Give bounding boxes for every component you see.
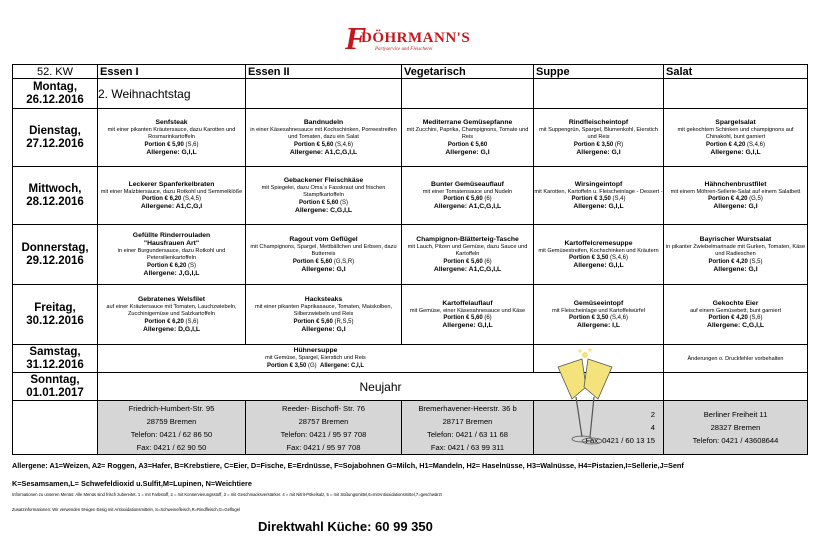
dish-name: Champignon-Blätterteig-Tasche <box>416 236 519 244</box>
dish-allergens: Allergene: G,I,L <box>146 148 197 156</box>
day-row-tuesday <box>13 109 808 167</box>
dish-price: Portion € 5,60 <box>447 141 488 148</box>
dish-cell <box>246 109 402 167</box>
dish-cell <box>534 167 664 225</box>
dish-desc: auf einem Gemüsebett, bunt garniert <box>689 307 782 314</box>
dish-desc: mit Suppengrün, Spargel, Blumenkohl, Eierstich und Reis <box>539 127 658 141</box>
dish-allergens: Allergene: A1,C,G,I,L <box>433 265 502 273</box>
dish-cell <box>664 285 808 345</box>
dish-allergens: Allergene: G,I,L <box>710 148 761 156</box>
dish-allergens: Allergene: G,I <box>301 265 346 273</box>
day-name: Mittwoch, <box>28 182 82 195</box>
dish-cell <box>534 109 664 167</box>
dish-price: Portion € 4,20 (S,5) <box>708 258 763 265</box>
dish-price: Portion € 5,60 (6) <box>443 195 492 202</box>
dish-name: Bayrischer Wurstsalat <box>699 236 772 244</box>
day-date: 29.12.2016 <box>26 254 84 267</box>
allergen-legend: Allergene: A1=Weizen, A2= Roggen, A3=Hafer, B=Krebstiere, C=Eier, D=Fische, E=Erdnüsse, F=Sojabohnen G=Milch, H1=Mandeln, H2= Haselnüsse, H3=Walnüsse, H4=Pistazien,I=Sellerie,J=Senf <box>12 461 684 470</box>
dish-cell <box>98 109 246 167</box>
dish-cell <box>98 285 246 345</box>
dish-name: Ragout vom Geflügel <box>289 236 358 244</box>
week-label: 52. KW <box>13 65 98 79</box>
empty-cell <box>664 79 808 109</box>
dish-name: Rindfleischeintopf <box>568 119 629 127</box>
branch-cell: Bremerhavener-Heerstr. 36 b 28717 Bremen Telefon: 0421 / 63 11 68 Fax: 0421 / 63 99 311 <box>402 401 534 455</box>
dish-desc: mit Karotten, Kartoffeln u. Fleischeinlage - Dessert - <box>534 188 663 195</box>
dish-price: Portion € 4,20 (G,5) <box>708 195 763 202</box>
dish-allergens: Allergene: J,G,I,L <box>143 269 200 277</box>
dish-desc: mit Gemüse, einer Käsesahnesauce und Käse <box>409 307 526 314</box>
day-row-wednesday <box>13 167 808 225</box>
dish-allergens: Allergene: C,G,I,L <box>706 322 765 330</box>
empty-cell <box>13 401 98 455</box>
empty-cell <box>402 79 534 109</box>
empty-cell <box>246 79 402 109</box>
dish-name: Kartoffelcremesuppe <box>564 239 633 247</box>
column-header: Essen I <box>98 65 246 79</box>
dish-allergens: Allergene: A1,C,G,I <box>140 203 203 211</box>
dish-name: Gebackener Fleischkäse <box>283 177 364 185</box>
branches-row <box>13 401 808 455</box>
dish-price: Portion € 4,20 (S,4,6) <box>705 141 766 148</box>
dish-desc: mit Gemüsestreifen, Kochschinken und Kräutern <box>538 247 659 254</box>
day-cell <box>13 225 98 285</box>
dish-name: Hähnchenbrustfilet <box>704 180 767 188</box>
dish-allergens: Allergene: G,I <box>713 203 758 211</box>
dish-name: Mediterrane Gemüsepfanne <box>422 119 513 127</box>
header-row <box>13 65 808 79</box>
dish-desc: mit Gemüse, Spargel, Eierstich und Reis <box>265 355 366 362</box>
day-row-monday <box>13 79 808 109</box>
holiday-cell: Neujahr <box>98 373 664 401</box>
menu-table <box>12 64 808 455</box>
champagne-glasses-icon <box>552 347 618 457</box>
column-header: Vegetarisch <box>402 65 534 79</box>
dish-desc: mit Champignons, Spargel, Mettbällchen und Erbsen, dazu Butterreis <box>250 244 397 258</box>
day-cell <box>13 373 98 401</box>
dish-desc: mit einer Tomatensauce und Nudeln <box>422 188 513 195</box>
day-cell <box>13 79 98 109</box>
dish-price: Portion € 4,20 (S,6) <box>708 314 763 321</box>
day-row-friday <box>13 285 808 345</box>
day-row-thursday <box>13 225 808 285</box>
day-name: Samstag, <box>29 345 81 358</box>
dish-price: Portion € 5,60 (R,S,5) <box>293 318 354 325</box>
dish-name: Kartoffelauflauf <box>442 299 493 307</box>
dish-desc: mit Lauch, Pilzen und Gemüse, dazu Sauce und Kartoffeln <box>407 244 528 258</box>
branch-cell: 2 4 Fax: 0421 / 60 13 15 <box>534 401 664 455</box>
dish-allergens: Allergene: G,I,L <box>442 322 493 330</box>
kitchen-phone: Direktwahl Küche: 60 99 350 <box>258 519 433 534</box>
dish-name: Bandnudeln <box>303 119 344 127</box>
dish-allergens: Allergene: C,G,I,L <box>294 206 353 214</box>
dish-cell <box>664 225 808 285</box>
logo-mark: F <box>345 20 367 56</box>
day-row-saturday <box>13 345 808 373</box>
dish-name: Spargelsalat <box>715 119 756 127</box>
day-date: 28.12.2016 <box>26 195 84 208</box>
dish-cell <box>402 109 534 167</box>
dish-cell <box>534 285 664 345</box>
dish-desc: mit einer pikanten Paprikasauce, Tomaten, Maiskolben, Silberzwiebeln und Reis <box>254 304 393 318</box>
dish-cell <box>246 225 402 285</box>
dish-cell <box>402 225 534 285</box>
dish-allergens: Allergene: A1,C,G,I,L <box>289 148 358 156</box>
disclaimer-note: Änderungen o. Druckfehler vorbehalten <box>664 345 808 373</box>
dish-cell <box>534 225 664 285</box>
empty-cell <box>534 79 664 109</box>
column-header: Suppe <box>534 65 664 79</box>
dish-desc: mit einem Möhren-Sellerie-Salat auf einem Salatbett <box>670 188 801 195</box>
dish-price: Portion € 3,50 (S,4) <box>571 195 626 202</box>
dish-name: Gebratenes Welsfilet <box>137 296 206 304</box>
extra-note: Zusatzinformationen: Wir verwenden 5%igen Essig mit Antioxidationsmitteln, S=Schweinefleisch,R=Rindfleisch,G=Geflügel <box>12 507 240 512</box>
dish-price: Portion € 5,60 (6) <box>443 258 492 265</box>
day-date: 30.12.2016 <box>26 314 84 327</box>
dish-cell <box>402 285 534 345</box>
dish-allergens: Allergene: G,I <box>445 148 490 156</box>
column-header: Essen II <box>246 65 402 79</box>
dish-name: Senfsteak <box>155 119 188 127</box>
dish-price: Portion € 5,90 (S,6) <box>144 141 199 148</box>
dish-price: Portion € 5,60 (S,4,6) <box>293 141 354 148</box>
dish-price: Portion € 5,60 (6) <box>443 314 492 321</box>
info-note: Informationen zu unseren Menüs: Alle Menüs sind frisch zubereitet. 1 = mit Farbstoff, 2 = mit Konservierungsstoff, 3 = mit Geschmacksverstärker. 4 = mit Nitrit-Pökelsalz, 5 = mit Süßungsmittel,6=mitAntioxidationsmittel,7=geschwärzt <box>12 492 442 497</box>
day-name: Montag, <box>32 80 78 93</box>
dish-cell <box>246 285 402 345</box>
day-date: 01.01.2017 <box>26 386 84 399</box>
dish-price: Portion € 3,50 (R) <box>573 141 624 148</box>
dish-cell <box>98 225 246 285</box>
dish-cell <box>664 109 808 167</box>
day-name: Dienstag, <box>29 124 81 137</box>
dish-allergens: Allergene: G,I <box>301 325 346 333</box>
dish-allergens: Allergene: A1,C,G,I,L <box>433 203 502 211</box>
dish-name: Wirsingeintopf <box>574 180 623 188</box>
day-cell <box>13 167 98 225</box>
dish-desc: mit einer Malzbiersauce, dazu Rotkohl und Semmelklöße <box>100 188 243 195</box>
dish-price: Portion € 3,50 (S,4,6) <box>568 254 629 261</box>
dish-desc: in einer Burgundersauce, dazu Rotkohl und Petersilienkartoffeln <box>117 248 226 262</box>
dish-name: Gekochte Eier <box>712 299 759 307</box>
day-cell <box>13 345 98 373</box>
holiday-cell: 2. Weihnachtstag <box>98 79 246 109</box>
dish-allergens: Allergene: D,G,I,L <box>142 325 201 333</box>
dish-allergens: Allergene: I,L <box>576 322 621 330</box>
dish-allergens: Allergene: G,I <box>576 148 621 156</box>
dish-desc: mit gekochtem Schinken und champignons auf Chinakohl, bunt garniert <box>677 127 794 141</box>
dish-price: Portion € 6,20 (S) <box>146 262 197 269</box>
dish-cell-saturday <box>98 345 534 373</box>
dish-cell <box>98 167 246 225</box>
dish-desc: mit einer pikanten Kräutersauce, dazu Karotten und Rosmarinkartoffeln <box>107 127 236 141</box>
dish-price: Portion € 3,50 (S,4,6) <box>568 314 629 321</box>
dish-name: Hacksteaks <box>304 296 343 304</box>
dish-allergens: Allergene: G,I,L <box>573 262 624 270</box>
dish-name: Leckerer Spanferkelbraten <box>128 180 215 188</box>
branch-cell: Berliner Freiheit 11 28327 Bremen Telefon: 0421 / 43608644 <box>664 401 808 455</box>
day-date: 26.12.2016 <box>26 93 84 106</box>
day-name: Freitag, <box>34 301 76 314</box>
dish-name: Hühnersuppe <box>293 347 338 355</box>
dish-name: Gefüllte Rinderrouladen <box>132 232 211 240</box>
dish-desc: in einer Käsesahnesauce mit Kochschinken, Porreestreifen und Tomaten, dazu ein Salat <box>250 127 397 141</box>
day-date: 27.12.2016 <box>26 137 84 150</box>
dish-price: Portion € 3,50 (G) Allergene: C,I,L <box>266 362 365 369</box>
allergen-legend-2: K=Sesamsamen,L= Schwefeldioxid u.Sulfit,M=Lupinen, N=Weichtiere <box>12 479 252 488</box>
dish-desc: auf einer Kräutersauce mit Tomaten, Lauchzwiebeln, Zucchinigemüse und Salzkartoffeln <box>106 304 237 318</box>
branch-cell: Friedrich-Humbert-Str. 95 28759 Bremen Telefon: 0421 / 62 86 50 Fax: 0421 / 62 90 50 <box>98 401 246 455</box>
dish-price: Portion € 5,60 (G,S,R) <box>292 258 355 265</box>
day-row-sunday <box>13 373 808 401</box>
day-cell <box>13 285 98 345</box>
day-cell <box>13 109 98 167</box>
dish-allergens: Allergene: G,I <box>713 265 758 273</box>
dish-desc: mit Spiegelei, dazu Oma´s Fasskraut und frischen Stampfkartoffeln <box>261 185 386 199</box>
empty-cell <box>664 373 808 401</box>
day-name: Donnerstag, <box>21 241 89 254</box>
dish-desc: mit Fleischeinlage und Kartoffelwürfel <box>552 307 645 314</box>
dish-price: Portion € 6,20 (S,4,5) <box>141 195 202 202</box>
logo-tagline: Partyservice und Fleischerei <box>375 47 433 52</box>
dish-desc: mit Zucchini, Paprika, Champignons, Tomate und Reis <box>406 127 529 141</box>
dish-price: Portion € 6,20 (S,6) <box>144 318 199 325</box>
dish-name-2: "Hausfrauen Art" <box>143 240 200 248</box>
day-name: Sonntag, <box>30 373 80 386</box>
dish-name: Gemüseeintopf <box>573 299 624 307</box>
dish-desc: in pikanter Zwiebelmarinade mit Gurken, Tomaten, Käse und Radieschen <box>665 244 806 258</box>
column-header: Salat <box>664 65 808 79</box>
dish-price: Portion € 5,60 (S) <box>298 199 349 206</box>
dish-cell <box>402 167 534 225</box>
branch-cell: Reeder- Bischoff- Str. 76 28757 Bremen Telefon: 0421 / 95 97 708 Fax: 0421 / 95 97 708 <box>246 401 402 455</box>
dish-cell <box>664 167 808 225</box>
dish-name: Bunter Gemüseauflauf <box>431 180 504 188</box>
dish-allergens: Allergene: G,I,L <box>573 203 624 211</box>
logo-name: DÖHRMANN'S <box>361 30 471 46</box>
dish-cell <box>246 167 402 225</box>
day-date: 31.12.2016 <box>26 358 84 371</box>
logo <box>345 22 495 56</box>
